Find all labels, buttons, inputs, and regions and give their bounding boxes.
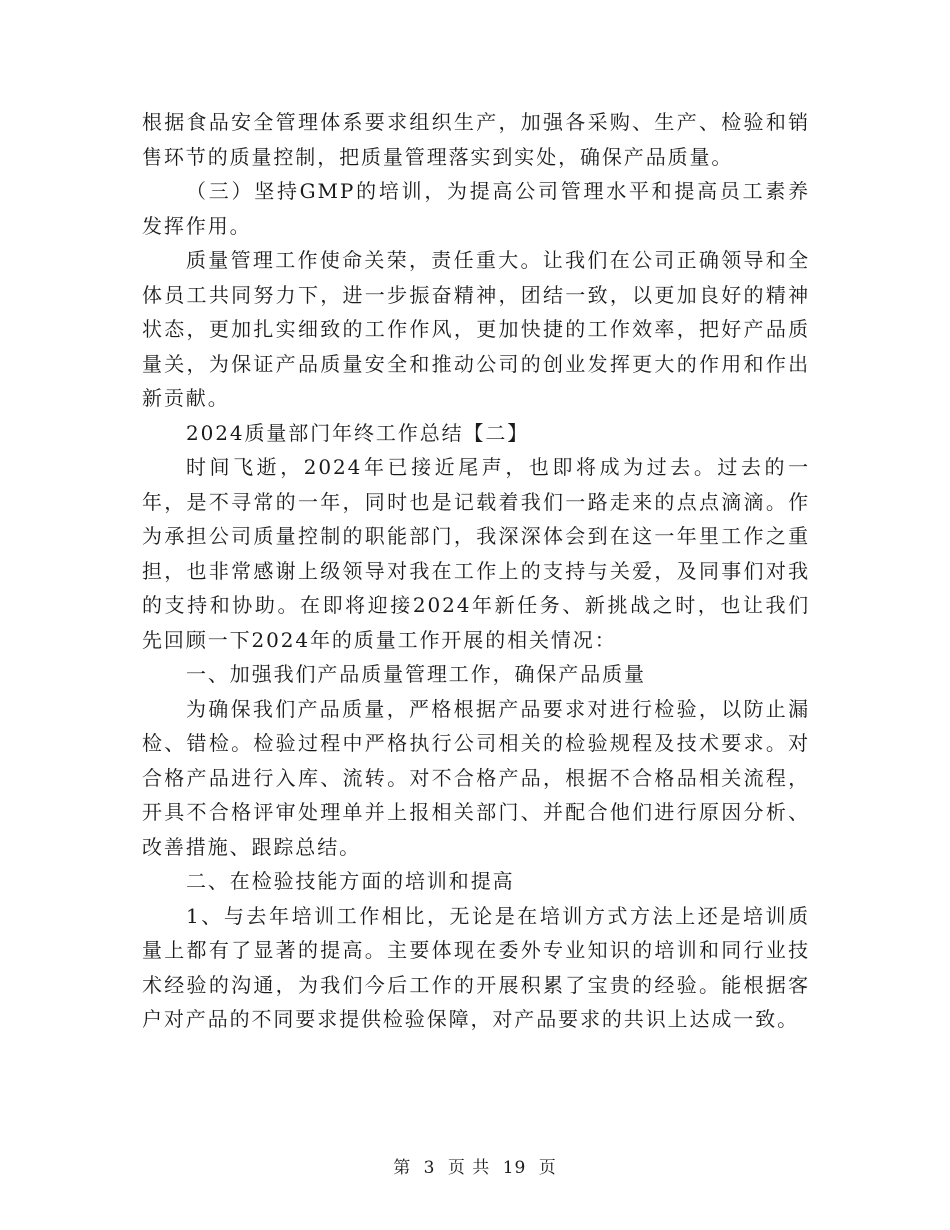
paragraph-continuation: 根据食品安全管理体系要求组织生产，加强各采购、生产、检验和销售环节的质量控制，把质量管理落实到实处，确保产品质量。 xyxy=(142,110,810,169)
heading-one: 一、加强我们产品质量管理工作，确保产品质量 xyxy=(186,662,646,686)
page-total: 19 xyxy=(502,1158,527,1178)
paragraph-training: 1、与去年培训工作相比，无论是在培训方式方法上还是培训质量上都有了显著的提高。主要体现在委外专业知识的培训和同行业技术经验的沟通，为我们今后工作的开展积累了宝贵的经验。能根据客户对产品的不同要求提供检验保障，对产品要求的共识上达成一致。 xyxy=(142,903,810,1031)
heading-two: 二、在检验技能方面的培训和提高 xyxy=(186,869,515,893)
paragraph-quality-mission: 质量管理工作使命关荣，责任重大。让我们在公司正确领导和全体员工共同努力下，进一步振奋精神，团结一致，以更加良好的精神状态，更加扎实细致的工作作风，更加快捷的工作效率，把好产品质量关，为保证产品质量安全和推动公司的创业发挥更大的作用和作出新贡献。 xyxy=(142,248,810,410)
footer-middle: 页 共 xyxy=(447,1158,491,1178)
paragraph-intro: 时间飞逝，2024年已接近尾声，也即将成为过去。过去的一年，是不寻常的一年，同时也是记载着我们一路走来的点点滴滴。作为承担公司质量控制的职能部门，我深深体会到在这一年里工作之重担，也非常感谢上级领导对我在工作上的支持与关爱，及同事们对我的支持和协助。在即将迎接2024年新任务、新挑战之时，也让我们先回顾一下2024年的质量工作开展的相关情况： xyxy=(142,455,810,652)
page-number: 3 xyxy=(423,1158,436,1178)
section-title: 2024质量部门年终工作总结【二】 xyxy=(186,420,530,445)
footer-suffix: 页 xyxy=(538,1158,557,1178)
footer-prefix: 第 xyxy=(393,1158,412,1178)
page-footer xyxy=(0,1153,950,1178)
document-body xyxy=(142,105,810,1037)
paragraph-inspection: 为确保我们产品质量，严格根据产品要求对进行检验，以防止漏检、错检。检验过程中严格执行公司相关的检验规程及技术要求。对合格产品进行入库、流转。对不合格产品，根据不合格品相关流程，开具不合格评审处理单并上报相关部门、并配合他们进行原因分析、改善措施、跟踪总结。 xyxy=(142,696,810,859)
paragraph-gmp-training: （三）坚持GMP的培训，为提高公司管理水平和提高员工素养发挥作用。 xyxy=(142,179,810,238)
